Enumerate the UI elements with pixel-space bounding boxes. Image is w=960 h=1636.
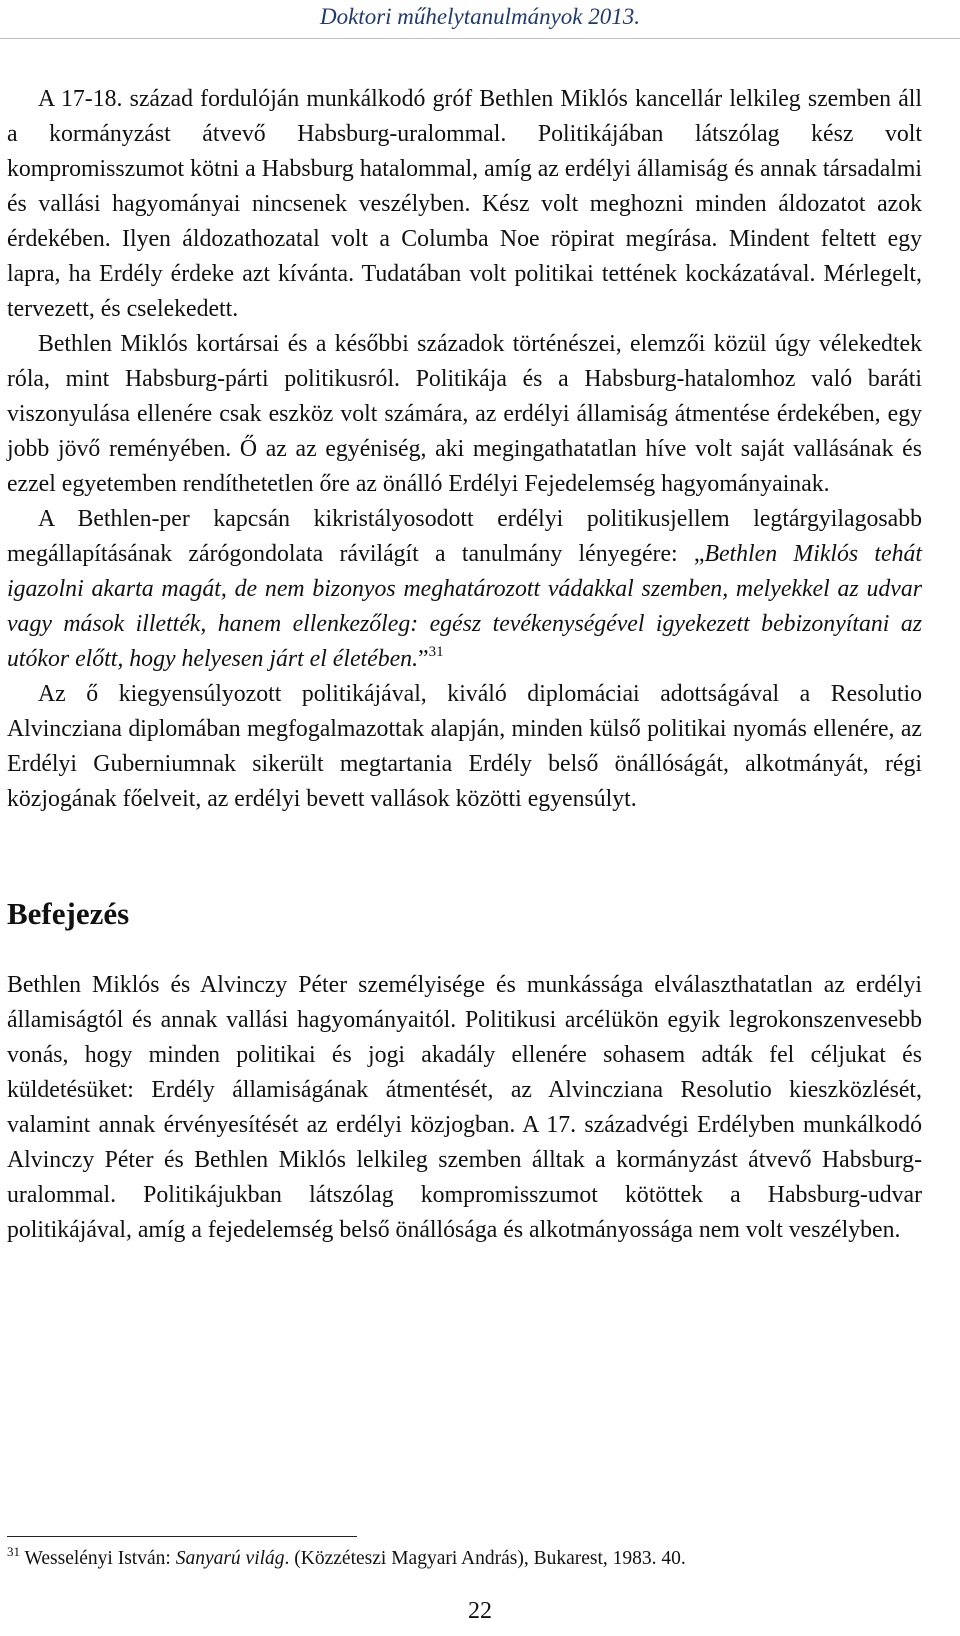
footnote-author: Wesselényi István: <box>24 1548 176 1569</box>
footnote-details: . (Közzéteszi Magyari András), Bukarest, 1983. 40. <box>284 1548 686 1569</box>
paragraph-2: Bethlen Miklós kortársai és a későbbi századok történészei, elemzői közül úgy vélekedtek róla, mint Habsburg-párti politikusról. Politikája és a Habsburg-hatalomhoz való baráti viszonyulása ellenére csak eszköz volt számára, az erdélyi államiság átmentése érdekében, egy jobb jövő reményében. Ő az az egyéniség, aki megingathatatlan híve volt saját vallásának és ezzel egyetemben rendíthetetlen őre az önálló Erdélyi Fejedelemség hagyományainak. <box>7 331 922 497</box>
page-number: 22 <box>468 1598 492 1624</box>
paragraph-1: A 17-18. század fordulóján munkálkodó gróf Bethlen Miklós kancellár lelkileg szemben áll a kormányzást átvevő Habsburg-uralommal. Politikájában látszólag kész volt kompromisszumot kötni a Habsburg hatalommal, amíg az erdélyi államiság és annak társadalmi és vallási hagyományai nincsenek veszélyben. Kész volt meghozni minden áldozatot azok érdekében. Ilyen áldozathozatal volt a Columba Noe röpirat megírása. Mindent feltett egy lapra, ha Erdély érdeke azt kívánta. Tudatában volt politikai tettének kockázatával. Mérlegelt, tervezett, és cselekedett. <box>7 86 922 322</box>
paragraph-5: Bethlen Miklós és Alvinczy Péter személyisége és munkássága elválaszthatatlan az erdélyi államiságtól és annak vallási hagyományaitól. Politikusi arcélükön egyik legrokonszenvesebb vonás, hogy minden politikai és jogi akadály ellenére sohasem adták fel céljukat és küldetésüket: Erdély államiságának átmentését, az Alvincziana Resolutio kieszközlését, valamint annak érvényesítését az erdélyi közjogban. A 17. századvégi Erdélyben munkálkodó Alvinczy Péter és Bethlen Miklós lelkileg szemben álltak a kormányzást átvevő Habsburg-uralommal. Politikájukban látszólag kompromisszumot kötöttek a Habsburg-udvar politikájával, amíg a fejedelemség belső önállósága és alkotmányossága nem volt veszélyben. <box>7 972 922 1243</box>
footnote-reference: 31 <box>428 644 444 660</box>
running-header: Doktori műhelytanulmányok 2013. <box>319 4 641 29</box>
section-heading: Befejezés <box>7 896 130 931</box>
footnote-number: 31 <box>7 1544 20 1559</box>
footnote-divider <box>7 1536 357 1537</box>
quotation: Bethlen Miklós tehát igazolni akarta magát, de nem bizonyos meghatározott vádakkal szemben, melyekkel az udvar vagy mások illették, hanem ellenkezőleg: egész tevékenységével igyekezett bebizonyítani az utókor előtt, hogy helyesen járt el életében. <box>7 541 922 672</box>
header-divider <box>0 38 960 39</box>
paragraph-4: Az ő kiegyensúlyozott politikájával, kiváló diplomáciai adottságával a Resolutio Alvincziana diplomában megfogalmazottak alapján, minden külső politikai nyomás ellenére, az Erdélyi Guberniumnak sikerült megtartania Erdély belső önállóságát, alkotmányát, régi közjogának főelveit, az erdélyi bevett vallások közötti egyensúlyt. <box>7 681 922 812</box>
footnote <box>7 1545 922 1573</box>
paragraph-3 <box>7 502 922 677</box>
paragraph-3-intro: A Bethlen-per kapcsán kikristályosodott erdélyi politikusjellem legtárgyilagosabb megállapításának zárógondolata rávilágít a tanulmány lényegére: „ <box>7 506 922 567</box>
quotation-close: ” <box>418 646 429 672</box>
page-body <box>7 82 922 1248</box>
footnote-title: Sanyarú világ <box>175 1548 285 1569</box>
